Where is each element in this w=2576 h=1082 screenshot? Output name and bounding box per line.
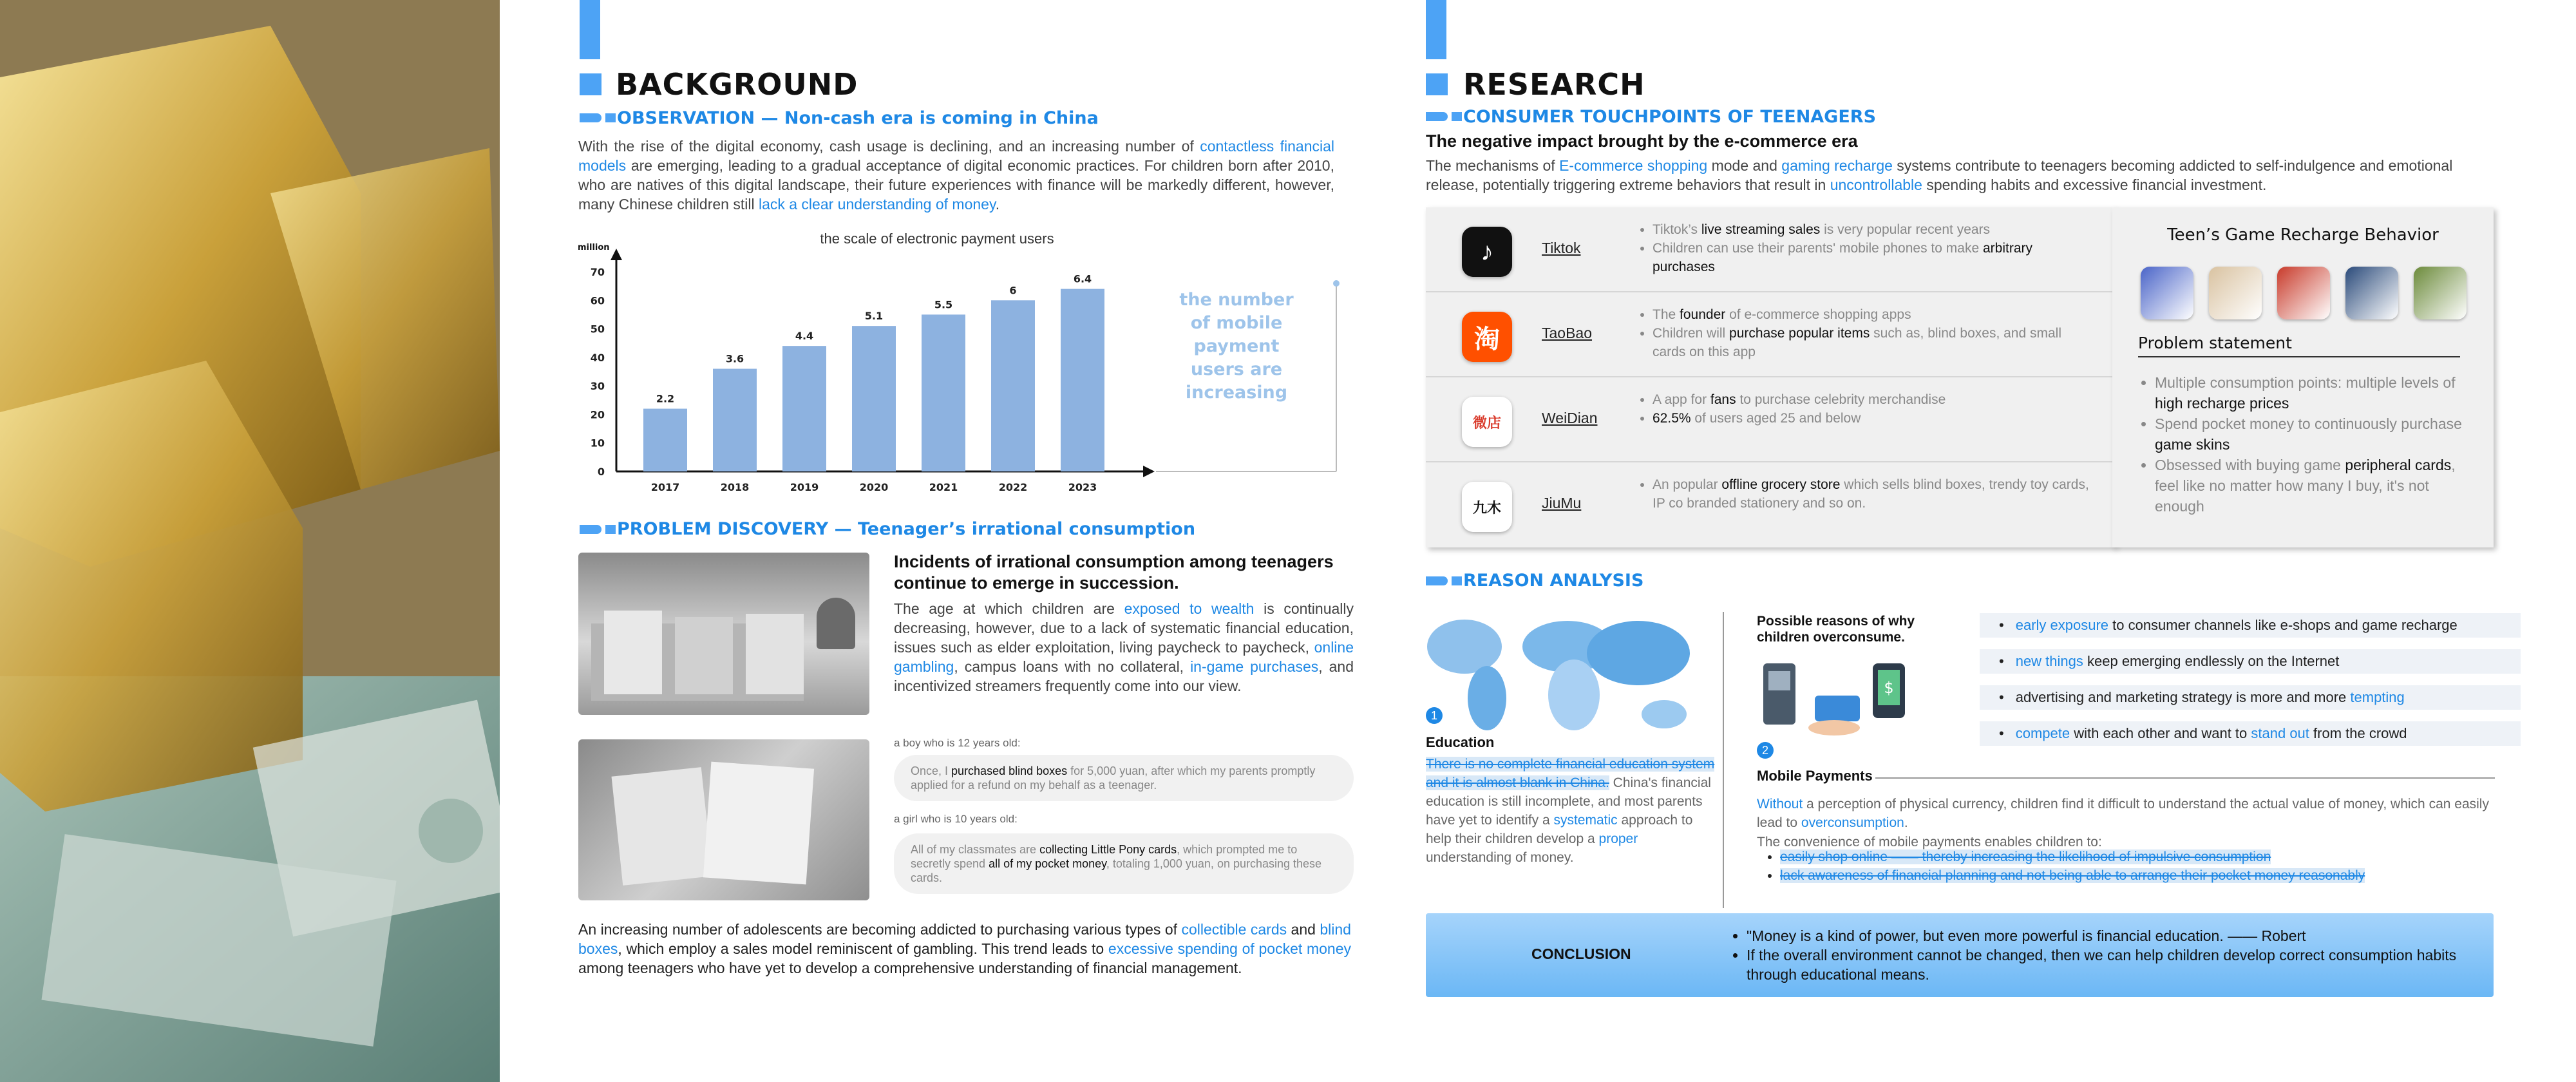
photo-card — [611, 767, 712, 886]
section-title-background: BACKGROUND — [616, 67, 858, 102]
y-tick-label: 60 — [590, 294, 605, 307]
text-run: , which prompted me to secretly spend — [911, 843, 1298, 870]
mobile-label: Mobile Payments — [1757, 768, 1880, 784]
heading-tag — [580, 525, 618, 534]
chart-bar — [991, 300, 1035, 471]
y-axis-arrow — [611, 249, 622, 260]
photo-card — [703, 762, 814, 885]
text-run: excessive spending of pocket money — [1108, 940, 1351, 957]
title-square — [1426, 73, 1448, 95]
divider — [1875, 777, 2495, 779]
bullet-icon: • — [1999, 689, 2004, 705]
conclusion-item: • If the overall environment cannot be changed, then we can help children develop correct consumption habits through educational means. — [1747, 945, 2468, 984]
text-run: E-commerce shopping — [1559, 157, 1708, 174]
chart-bar — [922, 314, 965, 471]
photo-plant — [817, 598, 855, 649]
x-tick-label: 2017 — [650, 481, 680, 493]
quote2-bubble — [894, 833, 1354, 894]
chart-bar — [782, 346, 826, 471]
app-description — [1638, 220, 2089, 276]
quote1-bubble — [894, 755, 1354, 801]
app-row-taobao — [1426, 292, 2115, 377]
text-run: keep emerging endlessly on the Internet — [2083, 653, 2340, 669]
top-accent-bar — [580, 0, 600, 59]
text-run: collecting Little Pony cards — [1039, 843, 1177, 856]
text-run: The mechanisms of — [1426, 157, 1560, 174]
y-tick-label: 10 — [590, 437, 605, 450]
text-run: of e-commerce shopping apps — [1725, 307, 1911, 322]
touchpoints-card — [1426, 207, 2115, 547]
mobile-bullet-item — [1780, 848, 2365, 866]
text-run: compete — [2015, 725, 2070, 741]
text-run: approach to help their children develop a — [1426, 813, 1693, 846]
app-row-tiktok — [1426, 207, 2115, 292]
app-name: JiuMu — [1542, 495, 1582, 511]
game-heading: Teen’s Game Recharge Behavior — [2167, 225, 2439, 245]
world-map-illustration — [1426, 608, 1696, 743]
text-run: to purchase celebrity merchandise — [1736, 392, 1946, 407]
observation-heading: OBSERVATION — Non-cash era is coming in China — [617, 108, 1099, 128]
reason-item — [1980, 721, 2521, 746]
text-run: is very popular recent years — [1820, 222, 1991, 237]
text-run: fans — [1710, 392, 1736, 407]
bar-value-label: 6.4 — [1073, 272, 1092, 285]
heading-tag — [580, 113, 618, 122]
text-run: of users aged 25 and below — [1690, 411, 1861, 426]
closing-text — [578, 920, 1351, 978]
app-row-jiumu — [1426, 462, 2115, 546]
touchpoints-heading: CONSUMER TOUCHPOINTS OF TEENAGERS — [1463, 107, 1877, 127]
text-run: , totaling 1,000 yuan, on purchasing these cards. — [911, 857, 1322, 884]
impact-heading: The negative impact brought by the e-commerce era — [1426, 131, 1858, 151]
text-run: tempting — [2350, 689, 2405, 705]
text-run: new things — [2015, 653, 2083, 669]
chart-bar — [643, 409, 687, 471]
text-run: The — [1653, 307, 1680, 322]
conclusion-item: • "Money is a kind of power, but even more powerful is financial education. —— Robert — [1747, 926, 2468, 945]
text-run: 62.5% — [1653, 411, 1691, 426]
text-run: lack a clear understanding of money — [758, 196, 996, 213]
text-run: Obsessed with buying game — [2155, 457, 2345, 473]
app-name: Tiktok — [1542, 240, 1581, 256]
text-run: in-game purchases — [1190, 658, 1319, 675]
reason-item — [1980, 685, 2521, 710]
text-run: blind boxes — [578, 921, 1351, 957]
text-run: Tiktok’s — [1653, 222, 1701, 237]
text-run: to consumer channels like e-shops and game recharge — [2108, 617, 2458, 633]
y-axis-label: million — [578, 243, 610, 252]
problem-item — [2155, 372, 2467, 413]
game-recharge-card — [2112, 207, 2494, 547]
quote1-label: a boy who is 12 years old: — [894, 737, 1021, 749]
incidents-text — [894, 599, 1354, 696]
impact-text — [1426, 156, 2495, 195]
text-run: offline grocery store — [1721, 477, 1841, 492]
text-run: Spend pocket money to continuously purchase — [2155, 415, 2462, 432]
text-run: advertising and marketing strategy is more and more — [2015, 689, 2351, 705]
y-tick-label: 0 — [597, 466, 605, 478]
bullet-icon: • — [1999, 617, 2004, 633]
app-description-item — [1653, 324, 2089, 361]
app-description — [1638, 305, 2089, 361]
conclusion-label: CONCLUSION — [1531, 945, 1631, 962]
chart-caption: the number of mobile payment users are increasing — [1179, 290, 1294, 403]
text-run: arbitrary purchases — [1653, 241, 2032, 274]
reason-item — [1980, 649, 2521, 674]
photo-box — [604, 611, 662, 694]
section-title-research: RESEARCH — [1463, 67, 1645, 102]
chart-bar — [713, 369, 757, 471]
text-run: An popular — [1653, 477, 1722, 492]
text-run: which sells blind boxes, trendy toy cards, IP co branded stationery and so on. — [1653, 477, 2089, 511]
x-tick-label: 2022 — [998, 481, 1028, 493]
app-description-item — [1653, 409, 2089, 428]
mobile-bullet-item — [1780, 866, 2365, 885]
text-run: The age at which children are — [894, 600, 1124, 617]
text-run: Children will — [1653, 326, 1730, 341]
heading-tag — [1426, 576, 1464, 585]
text-run: With the rise of the digital economy, cash usage is declining, and an increasing number of — [578, 138, 1200, 155]
weidian-icon: 微店 — [1462, 397, 1512, 447]
game-icon-2 — [2209, 267, 2262, 319]
divider — [1723, 612, 1724, 908]
text-run: with each other and want to — [2070, 725, 2251, 741]
text-run: . — [1904, 815, 1908, 830]
text-run: and — [1287, 921, 1320, 938]
text-run: proper — [1598, 831, 1638, 846]
text-run: , campus loans with no collateral, — [954, 658, 1191, 675]
y-tick-label: 70 — [590, 266, 605, 278]
possible-reasons-heading: Possible reasons of why children overconsume. — [1757, 614, 1915, 645]
problem-statement-heading: Problem statement — [2138, 334, 2460, 357]
app-row-weidian — [1426, 377, 2115, 462]
jiumu-icon: 九木 — [1462, 482, 1512, 532]
text-run: exposed to wealth — [1124, 600, 1255, 617]
quote2-label: a girl who is 10 years old: — [894, 813, 1018, 825]
app-description-item — [1653, 305, 2089, 324]
text-run: All of my classmates are — [911, 843, 1040, 856]
text-run: purchased blind boxes — [951, 764, 1068, 777]
app-description — [1638, 390, 2089, 428]
caption-dot — [1333, 280, 1340, 287]
title-square — [580, 73, 601, 95]
text-run: such as, blind boxes, and small cards on this app — [1653, 326, 2062, 359]
text-run: overconsumption — [1801, 815, 1904, 830]
text-run: high recharge prices — [2155, 395, 2289, 412]
x-tick-label: 2020 — [859, 481, 889, 493]
blind-boxes-photo — [578, 553, 869, 715]
text-run: is continually decreasing, however, due to a lack of systematic financial education, issues such as elder exploitation, living paycheck to paycheck, — [894, 600, 1354, 656]
text-run: Without — [1757, 797, 1803, 812]
chart-bar — [852, 326, 896, 471]
pony-cards-photo — [578, 739, 869, 900]
text-run: early exposure — [2015, 617, 2109, 633]
education-label: Education — [1426, 734, 1495, 750]
game-icon-3 — [2277, 267, 2330, 319]
education-text — [1426, 755, 1716, 867]
gold-bars-and-cash-photo — [0, 0, 500, 1082]
top-accent-bar — [1426, 0, 1446, 59]
text-run: , and incentivized streamers frequently come into our view. — [894, 658, 1354, 694]
chart-bar — [1061, 289, 1104, 471]
text-run: stand out — [2251, 725, 2309, 741]
text-run: online gambling — [894, 639, 1354, 675]
text-run: contactless financial models — [578, 138, 1334, 174]
mobile-text — [1757, 795, 2497, 832]
x-tick-label: 2018 — [720, 481, 750, 493]
y-tick-label: 20 — [590, 408, 605, 421]
text-run: , feel like no matter how many I buy, it's not enough — [2155, 457, 2456, 515]
incidents-heading: Incidents of irrational consumption among teenagers continue to emerge in succession. — [894, 552, 1334, 593]
heading-tag — [1426, 112, 1464, 121]
text-run: uncontrollable — [1830, 176, 1922, 193]
text-run: are emerging, leading to a gradual acceptance of digital economic practices. For children born after 2010, who are natives of this digital landscape, their future experiences with finance will be markedly different, however, many Chinese children still — [578, 157, 1334, 213]
text-run: systems contribute to teenagers becoming addicted to self-indulgence and emotional release, potentially triggering extreme behaviors that result in — [1426, 157, 2453, 193]
reason-item — [1980, 613, 2521, 638]
text-run: purchase popular items — [1729, 326, 1870, 341]
text-run: founder — [1680, 307, 1726, 322]
bullet-icon: • — [1999, 653, 2004, 669]
y-tick-label: 30 — [590, 380, 605, 393]
game-icon-1 — [2141, 267, 2193, 319]
app-name: TaoBao — [1542, 325, 1593, 341]
app-name: WeiDian — [1542, 410, 1598, 426]
x-tick-label: 2021 — [929, 481, 958, 493]
app-description-item — [1653, 220, 2089, 239]
text-run: all of my pocket money — [989, 857, 1106, 870]
text-run: game skins — [2155, 436, 2230, 453]
education-number-badge: 1 — [1426, 707, 1443, 724]
bar-value-label: 6 — [1009, 284, 1017, 297]
y-tick-label: 50 — [590, 323, 605, 336]
photo-box — [746, 614, 804, 694]
photo-box — [675, 617, 733, 694]
reason-heading: REASON ANALYSIS — [1463, 571, 1644, 591]
text-run: . — [995, 196, 1000, 213]
bar-value-label: 5.1 — [864, 310, 884, 323]
game-icon-4 — [2345, 267, 2398, 319]
problem-item — [2155, 413, 2467, 455]
text-run: Once, I — [911, 764, 952, 777]
mobile-payment-illustration — [1757, 657, 1931, 741]
bar-value-label: 2.2 — [656, 392, 675, 405]
text-run: gaming recharge — [1781, 157, 1893, 174]
text-run: collectible cards — [1181, 921, 1287, 938]
bar-value-label: 4.4 — [795, 330, 814, 343]
text-run: spending habits and excessive financial investment. — [1922, 176, 2267, 193]
text-run: systematic — [1553, 813, 1618, 828]
text-run: Children can use their parents' mobile phones to make — [1653, 241, 1983, 256]
x-axis-arrow — [1143, 466, 1155, 477]
conclusion-box — [1426, 913, 2494, 997]
y-tick-label: 40 — [590, 351, 605, 364]
photo-illustration — [0, 0, 500, 1082]
x-tick-label: 2023 — [1068, 481, 1097, 493]
bar-value-label: 3.6 — [725, 352, 744, 365]
text-run: mode and — [1707, 157, 1782, 174]
mobile-bullets — [1765, 848, 2365, 885]
conclusion-list — [1732, 926, 2468, 984]
tiktok-icon: ♪ — [1462, 227, 1512, 277]
text-run: for 5,000 yuan, after which my parents promptly applied for a refund on my behalf as a teenager. — [911, 764, 1316, 792]
text-run: live streaming sales — [1701, 222, 1821, 237]
observation-text — [578, 137, 1334, 214]
text-run: There is no complete financial education system and it is almost blank in China. — [1426, 757, 1715, 790]
app-description-item — [1653, 390, 2089, 409]
problem-list — [2138, 372, 2467, 517]
text-run: An increasing number of adolescents are becoming addicted to purchasing various types of — [578, 921, 1182, 938]
app-description — [1638, 475, 2089, 513]
text-run: understanding of money. — [1426, 850, 1574, 865]
text-run: peripheral cards — [2345, 457, 2452, 473]
app-description-item — [1653, 475, 2089, 513]
mobile-enables: The convenience of mobile payments enables children to: — [1757, 835, 2102, 849]
text-run: from the crowd — [2309, 725, 2407, 741]
mobile-number-badge: 2 — [1757, 742, 1774, 759]
app-description-item — [1653, 239, 2089, 276]
text-run: lack awareness of financial planning and not being able to arrange their pocket money reasonably — [1780, 868, 2365, 883]
svg-text:$: $ — [1884, 679, 1894, 697]
text-run: a perception of physical currency, children find it difficult to understand the actual value of money, which can easily lead to — [1757, 797, 2489, 830]
game-icon-5 — [2414, 267, 2467, 319]
problem-heading: PROBLEM DISCOVERY — Teenager’s irrational consumption — [617, 519, 1196, 539]
text-run: China's financial education is still incomplete, and most parents have yet to identify a — [1426, 775, 1711, 828]
bullet-icon: • — [1999, 725, 2004, 741]
text-run: among teenagers who have yet to develop a comprehensive understanding of financial management. — [578, 960, 1242, 976]
chart-title: the scale of electronic payment users — [820, 231, 1054, 247]
x-tick-label: 2019 — [790, 481, 819, 493]
problem-item — [2155, 455, 2467, 517]
text-run: Multiple consumption points: multiple levels of — [2155, 374, 2456, 391]
bar-value-label: 5.5 — [934, 298, 953, 311]
text-run: , which employ a sales model reminiscent of gambling. This trend leads to — [618, 940, 1108, 957]
taobao-icon: 淘 — [1462, 312, 1512, 362]
text-run: A app for — [1653, 392, 1710, 407]
text-run: easily shop online —— thereby increasing the likelihood of impulsive consumption — [1780, 849, 2271, 864]
